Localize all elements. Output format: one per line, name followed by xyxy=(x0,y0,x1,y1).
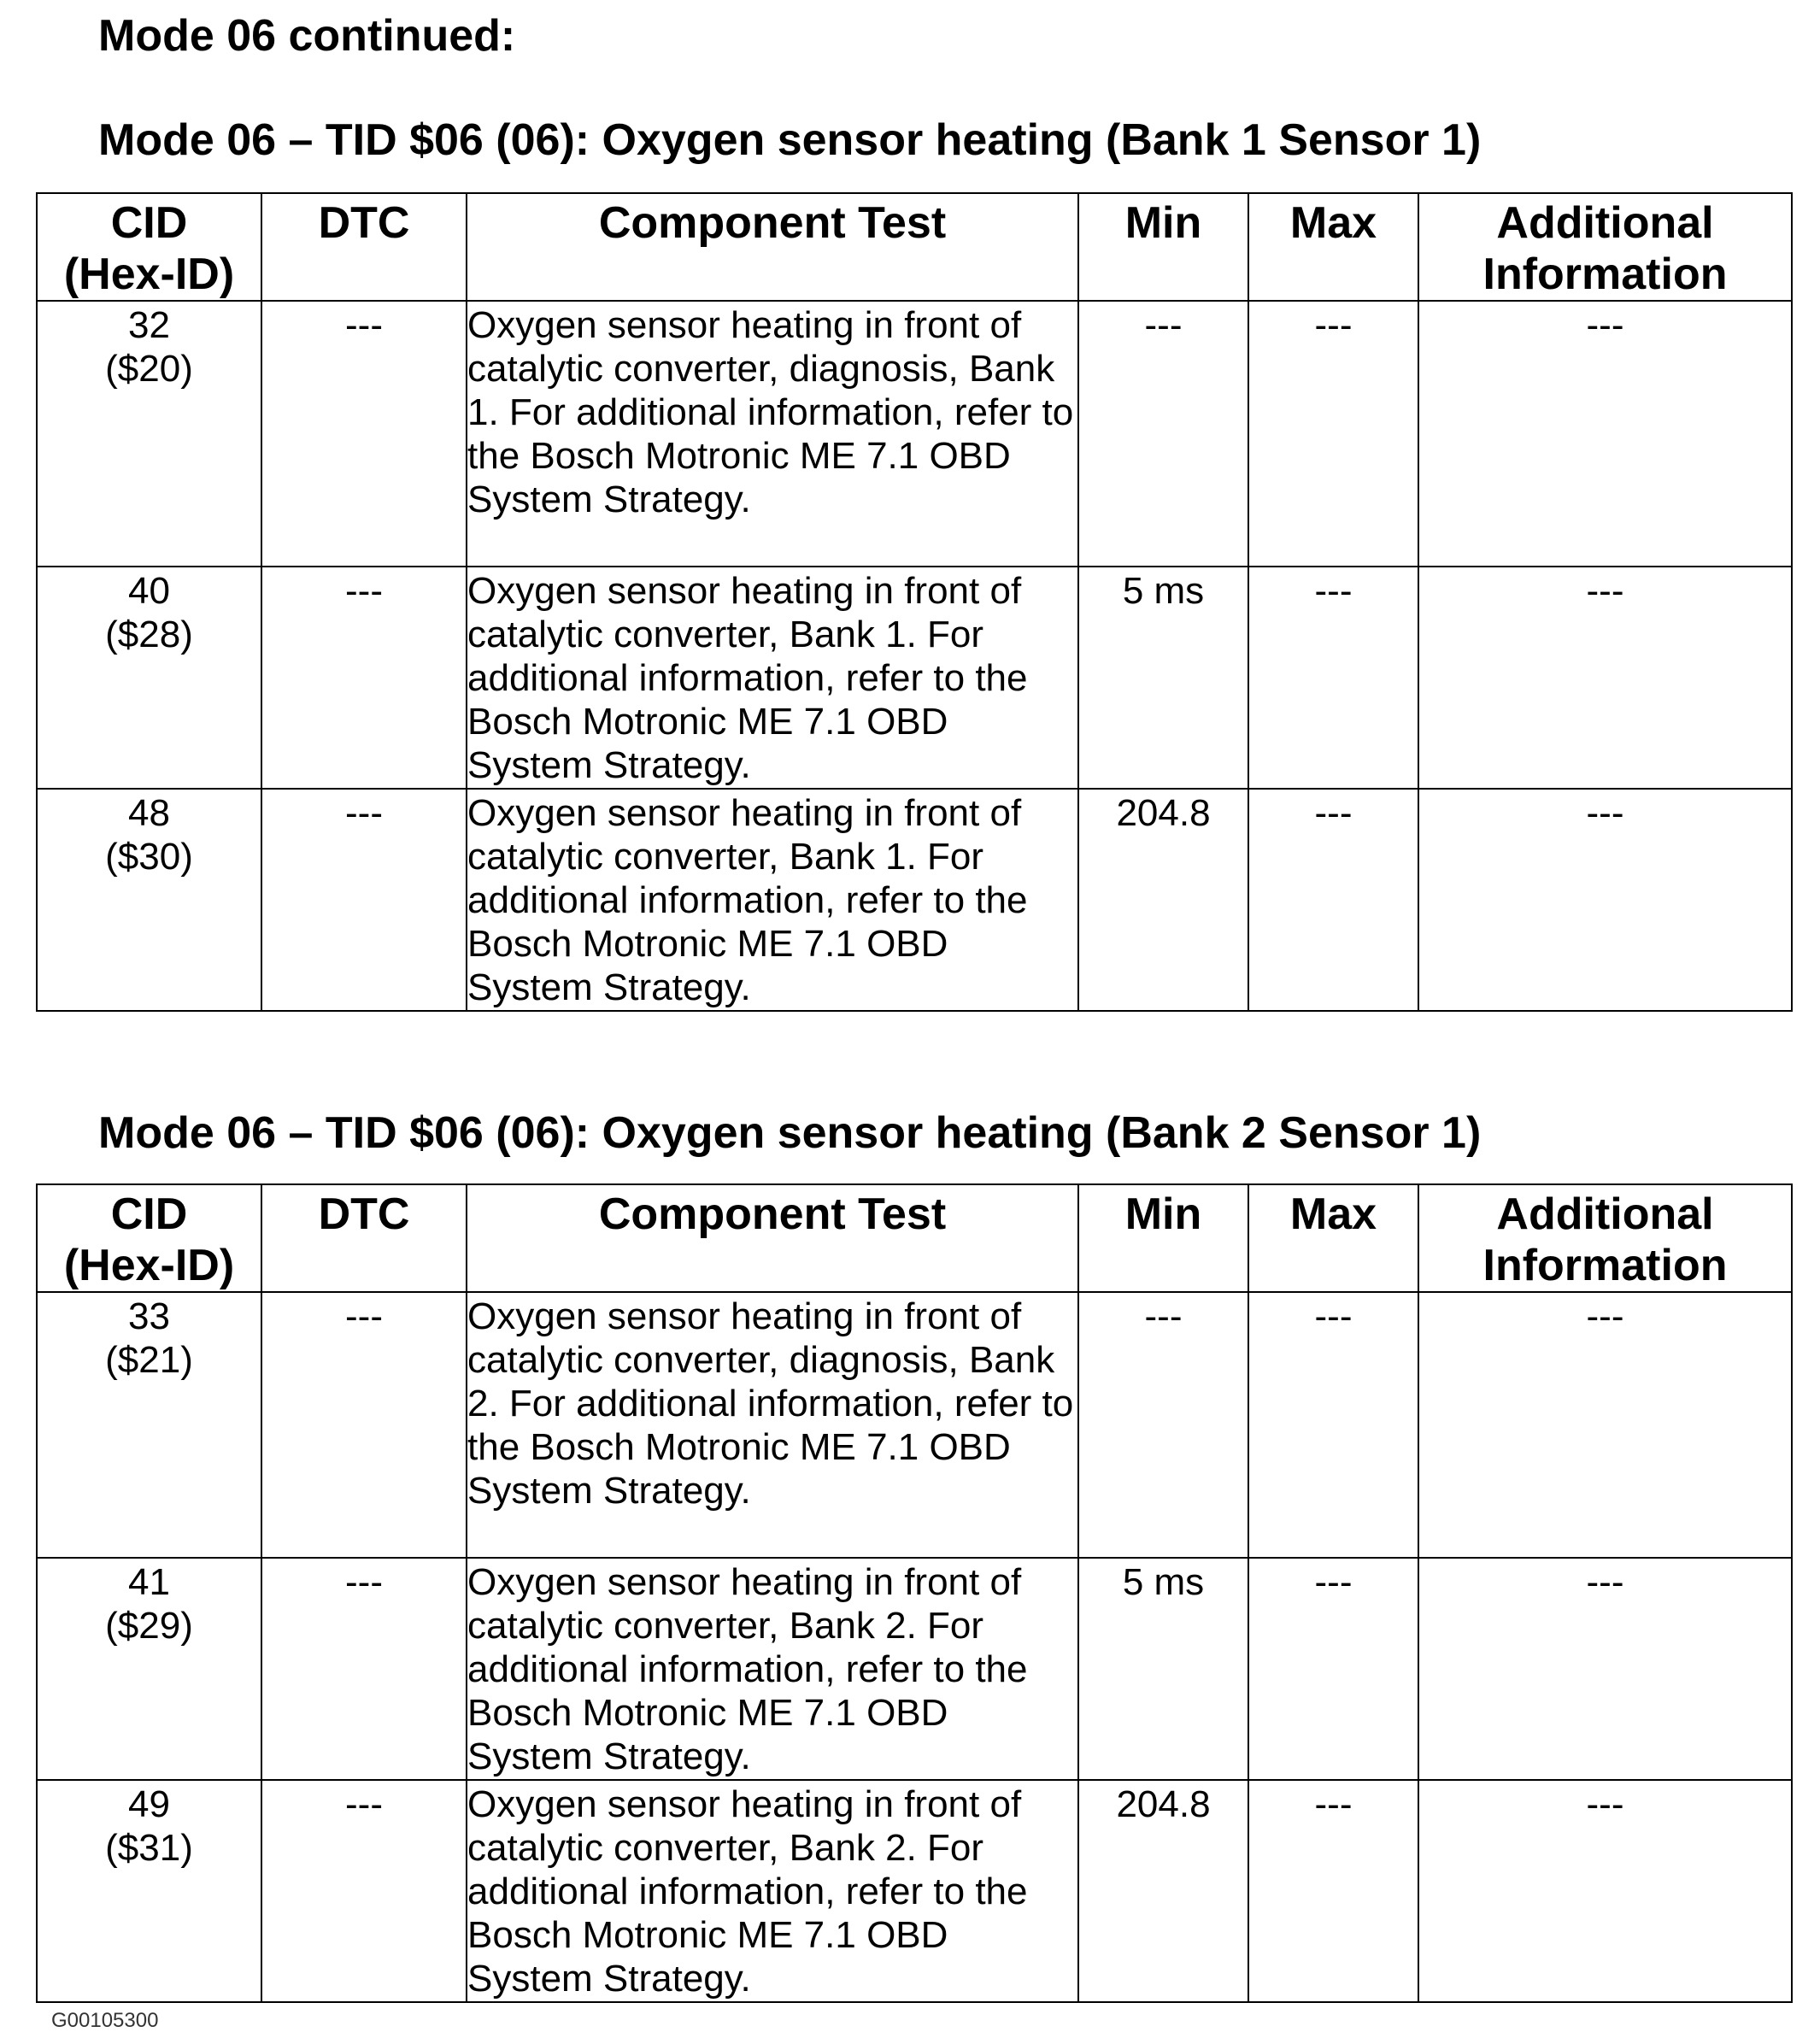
cid-cell xyxy=(37,301,261,567)
hex-id-value: ($21) xyxy=(105,1339,193,1381)
dtc-cell: --- xyxy=(261,789,467,1011)
table-row xyxy=(37,1292,1792,1558)
header-min: Min xyxy=(1078,1184,1248,1292)
component-test-cell: Oxygen sensor heating in front of catalytic converter, diagnosis, Bank 1. For additional information, refer to the Bosch Motronic ME 7.1 OBD System Strategy. xyxy=(467,301,1078,567)
table-row xyxy=(37,789,1792,1011)
table-2-title: Mode 06 – TID $06 (06): Oxygen sensor heating (Bank 2 Sensor 1) xyxy=(98,1108,1482,1158)
component-test-cell: Oxygen sensor heating in front of catalytic converter, Bank 2. For additional information, refer to the Bosch Motronic ME 7.1 OBD System Strategy. xyxy=(467,1780,1078,2002)
header-additional-information xyxy=(1418,1184,1792,1292)
component-test-cell: Oxygen sensor heating in front of catalytic converter, diagnosis, Bank 2. For additional information, refer to the Bosch Motronic ME 7.1 OBD System Strategy. xyxy=(467,1292,1078,1558)
component-test-cell: Oxygen sensor heating in front of catalytic converter, Bank 1. For additional information, refer to the Bosch Motronic ME 7.1 OBD System Strategy. xyxy=(467,567,1078,789)
additional-info-cell: --- xyxy=(1418,1558,1792,1780)
cid-value: 33 xyxy=(128,1295,170,1337)
cid-cell xyxy=(37,1558,261,1780)
min-cell: --- xyxy=(1078,301,1248,567)
hex-id-value: ($31) xyxy=(105,1827,193,1869)
component-test-cell: Oxygen sensor heating in front of catalytic converter, Bank 1. For additional information, refer to the Bosch Motronic ME 7.1 OBD System Strategy. xyxy=(467,789,1078,1011)
max-cell: --- xyxy=(1248,301,1418,567)
header-cid-line2: (Hex-ID) xyxy=(63,1241,235,1290)
header-dtc: DTC xyxy=(261,193,467,301)
header-cid-line1: CID xyxy=(110,1189,188,1239)
table-1-title: Mode 06 – TID $06 (06): Oxygen sensor heating (Bank 1 Sensor 1) xyxy=(98,115,1482,165)
additional-info-cell: --- xyxy=(1418,789,1792,1011)
hex-id-value: ($29) xyxy=(105,1605,193,1647)
cid-cell xyxy=(37,567,261,789)
cid-value: 41 xyxy=(128,1561,170,1603)
header-cid-line2: (Hex-ID) xyxy=(63,250,235,299)
min-cell: 5 ms xyxy=(1078,1558,1248,1780)
header-info-line2: Information xyxy=(1482,1241,1728,1290)
max-cell: --- xyxy=(1248,789,1418,1011)
header-max: Max xyxy=(1248,193,1418,301)
dtc-cell: --- xyxy=(261,1558,467,1780)
header-cid xyxy=(37,193,261,301)
spec-table-bank-2 xyxy=(36,1183,1793,2003)
dtc-cell: --- xyxy=(261,301,467,567)
cid-value: 32 xyxy=(128,304,170,346)
header-min: Min xyxy=(1078,193,1248,301)
spec-table-bank-1 xyxy=(36,192,1793,1012)
dtc-cell: --- xyxy=(261,1780,467,2002)
additional-info-cell: --- xyxy=(1418,301,1792,567)
header-additional-information xyxy=(1418,193,1792,301)
max-cell: --- xyxy=(1248,1780,1418,2002)
max-cell: --- xyxy=(1248,567,1418,789)
min-cell: --- xyxy=(1078,1292,1248,1558)
header-info-line1: Additional xyxy=(1496,198,1714,248)
min-cell: 204.8 xyxy=(1078,789,1248,1011)
table-row xyxy=(37,567,1792,789)
max-cell: --- xyxy=(1248,1558,1418,1780)
component-test-cell: Oxygen sensor heating in front of catalytic converter, Bank 2. For additional information, refer to the Bosch Motronic ME 7.1 OBD System Strategy. xyxy=(467,1558,1078,1780)
dtc-cell: --- xyxy=(261,1292,467,1558)
min-cell: 204.8 xyxy=(1078,1780,1248,2002)
header-max: Max xyxy=(1248,1184,1418,1292)
table-row xyxy=(37,1558,1792,1780)
header-cid xyxy=(37,1184,261,1292)
additional-info-cell: --- xyxy=(1418,1780,1792,2002)
additional-info-cell: --- xyxy=(1418,567,1792,789)
continued-title: Mode 06 continued: xyxy=(98,11,516,61)
figure-code: G00105300 xyxy=(51,2009,159,2032)
header-cid-line1: CID xyxy=(110,198,188,248)
hex-id-value: ($28) xyxy=(105,614,193,655)
cid-cell xyxy=(37,789,261,1011)
hex-id-value: ($20) xyxy=(105,348,193,390)
cid-cell xyxy=(37,1780,261,2002)
header-component-test: Component Test xyxy=(467,193,1078,301)
header-info-line1: Additional xyxy=(1496,1189,1714,1239)
max-cell: --- xyxy=(1248,1292,1418,1558)
hex-id-value: ($30) xyxy=(105,836,193,878)
additional-info-cell: --- xyxy=(1418,1292,1792,1558)
header-component-test: Component Test xyxy=(467,1184,1078,1292)
header-row xyxy=(37,193,1792,301)
cid-value: 49 xyxy=(128,1783,170,1825)
cid-value: 40 xyxy=(128,570,170,612)
header-dtc: DTC xyxy=(261,1184,467,1292)
dtc-cell: --- xyxy=(261,567,467,789)
cid-value: 48 xyxy=(128,792,170,834)
cid-cell xyxy=(37,1292,261,1558)
table-row xyxy=(37,301,1792,567)
min-cell: 5 ms xyxy=(1078,567,1248,789)
header-info-line2: Information xyxy=(1482,250,1728,299)
header-row xyxy=(37,1184,1792,1292)
table-row xyxy=(37,1780,1792,2002)
